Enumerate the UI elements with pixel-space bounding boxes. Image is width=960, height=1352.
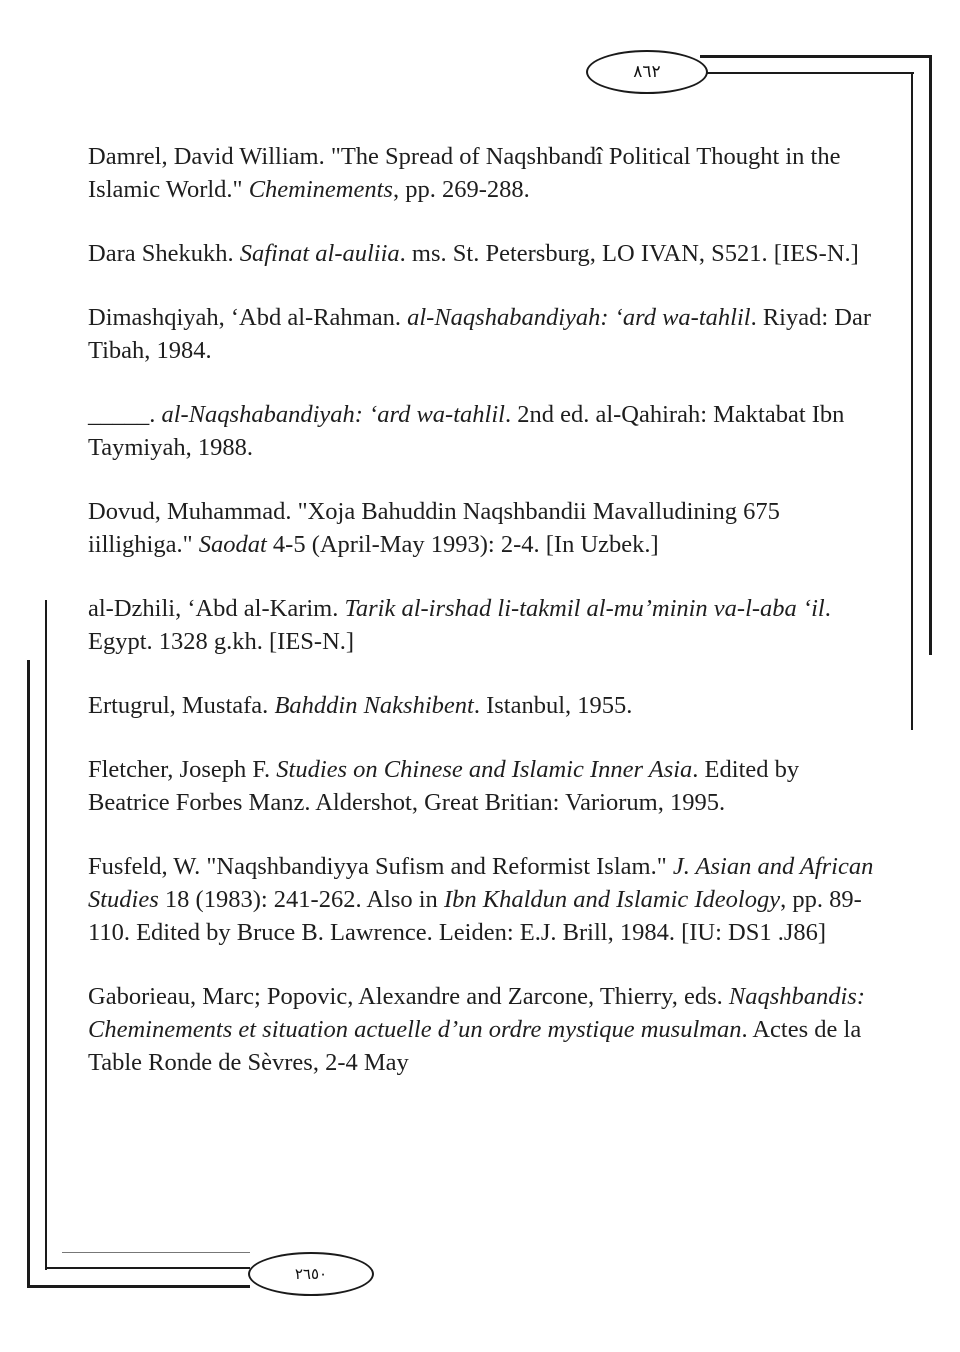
bibliography-entry [88, 753, 878, 819]
entry-title-italic: Safinat al-auliia [239, 240, 400, 267]
frame-right-line-inner [911, 72, 913, 730]
entry-text: , pp. 269-288. [392, 176, 530, 203]
entry-text: Dimashqiyah, ‘Abd al-Rahman. [88, 304, 408, 331]
page-number-top [586, 50, 708, 94]
entry-title-italic: Naqshbandis: Cheminements et situation actuelle d’un ordre mystique musulman [88, 983, 865, 1043]
page-number-top-text: ٨٦٢ [633, 62, 661, 82]
entry-title-italic: Studies on Chinese and Islamic Inner Asia [276, 756, 693, 783]
bibliography-entry [88, 592, 878, 658]
bibliography-entry [88, 301, 878, 367]
bibliography-entry [88, 495, 878, 561]
entry-text: Dara Shekukh. [88, 240, 240, 267]
entry-text: Fletcher, Joseph F. [88, 756, 277, 783]
entry-text: . Edited by Beatrice Forbes Manz. Aldershot, Great Britian: Variorum, 1995. [88, 756, 800, 816]
entry-title-italic: al-Naqshabandiyah: ‘ard wa-tahlil [407, 304, 751, 331]
entry-text: . ms. St. Petersburg, LO IVAN, S521. [IES-N.] [399, 240, 859, 267]
bibliography-entry [88, 689, 878, 722]
bibliography-entry [88, 980, 878, 1079]
entry-text: . Riyad: Dar Tibah, 1984. [88, 304, 872, 364]
entry-text: Dovud, Muhammad. "Xoja Bahuddin Naqshbandii Mavalludining 675 iillighiga." [88, 498, 780, 558]
page-number-bottom [248, 1252, 374, 1296]
entry-text: al-Dzhili, ‘Abd al-Karim. [88, 595, 345, 622]
entry-title-italic: Ibn Khaldun and Islamic Ideology [443, 886, 781, 913]
frame-bottom-line-inner [45, 1267, 250, 1269]
entry-text: . 2nd ed. al-Qahirah: Maktabat Ibn Taymiyah, 1988. [88, 401, 845, 461]
page-number-bottom-text: ٢٦٥٠ [294, 1265, 328, 1283]
entry-title-italic: Saodat [198, 531, 267, 558]
entry-text: . Egypt. 1328 g.kh. [IES-N.] [88, 595, 831, 655]
bibliography-entry [88, 237, 878, 270]
entry-text: Gaborieau, Marc; Popovic, Alexandre and Zarcone, Thierry, eds. [88, 983, 729, 1010]
bibliography-entry [88, 398, 878, 464]
bibliography-list [88, 140, 878, 1110]
entry-text: _____. [88, 401, 162, 428]
bibliography-entry [88, 140, 878, 206]
entry-text: , pp. 89-110. Edited by Bruce B. Lawrence. Leiden: E.J. Brill, 1984. [IU: DS1 .J86] [88, 886, 862, 946]
entry-title-italic: Bahddin Nakshibent [274, 692, 474, 719]
frame-bottom-line-outer [27, 1285, 250, 1288]
frame-left-line-outer [27, 660, 30, 1288]
bibliography-entry [88, 850, 878, 949]
frame-right-line-outer [929, 55, 932, 655]
frame-top-line-outer [700, 55, 932, 58]
entry-text: . Actes de la Table Ronde de Sèvres, 2-4 May [88, 1016, 862, 1076]
entry-text: 4-5 (April-May 1993): 2-4. [In Uzbek.] [266, 531, 659, 558]
entry-title-italic: J. Asian and African Studies [88, 853, 874, 913]
entry-text: . Istanbul, 1955. [473, 692, 633, 719]
frame-bottom-extension [62, 1252, 250, 1253]
entry-text: Ertugrul, Mustafa. [88, 692, 275, 719]
frame-top-line-inner [700, 72, 914, 74]
entry-title-italic: Cheminements [248, 176, 393, 203]
entry-title-italic: Tarik al-irshad li-takmil al-mu’minin va-l-aba ‘il [344, 595, 825, 622]
entry-text: Damrel, David William. "The Spread of Naqshbandî Political Thought in the Islamic World." [88, 143, 841, 203]
frame-left-line-inner [45, 600, 47, 1270]
entry-text: Fusfeld, W. "Naqshbandiyya Sufism and Reformist Islam." [88, 853, 673, 880]
entry-text: 18 (1983): 241-262. Also in [158, 886, 444, 913]
entry-title-italic: al-Naqshabandiyah: ‘ard wa-tahlil [161, 401, 505, 428]
